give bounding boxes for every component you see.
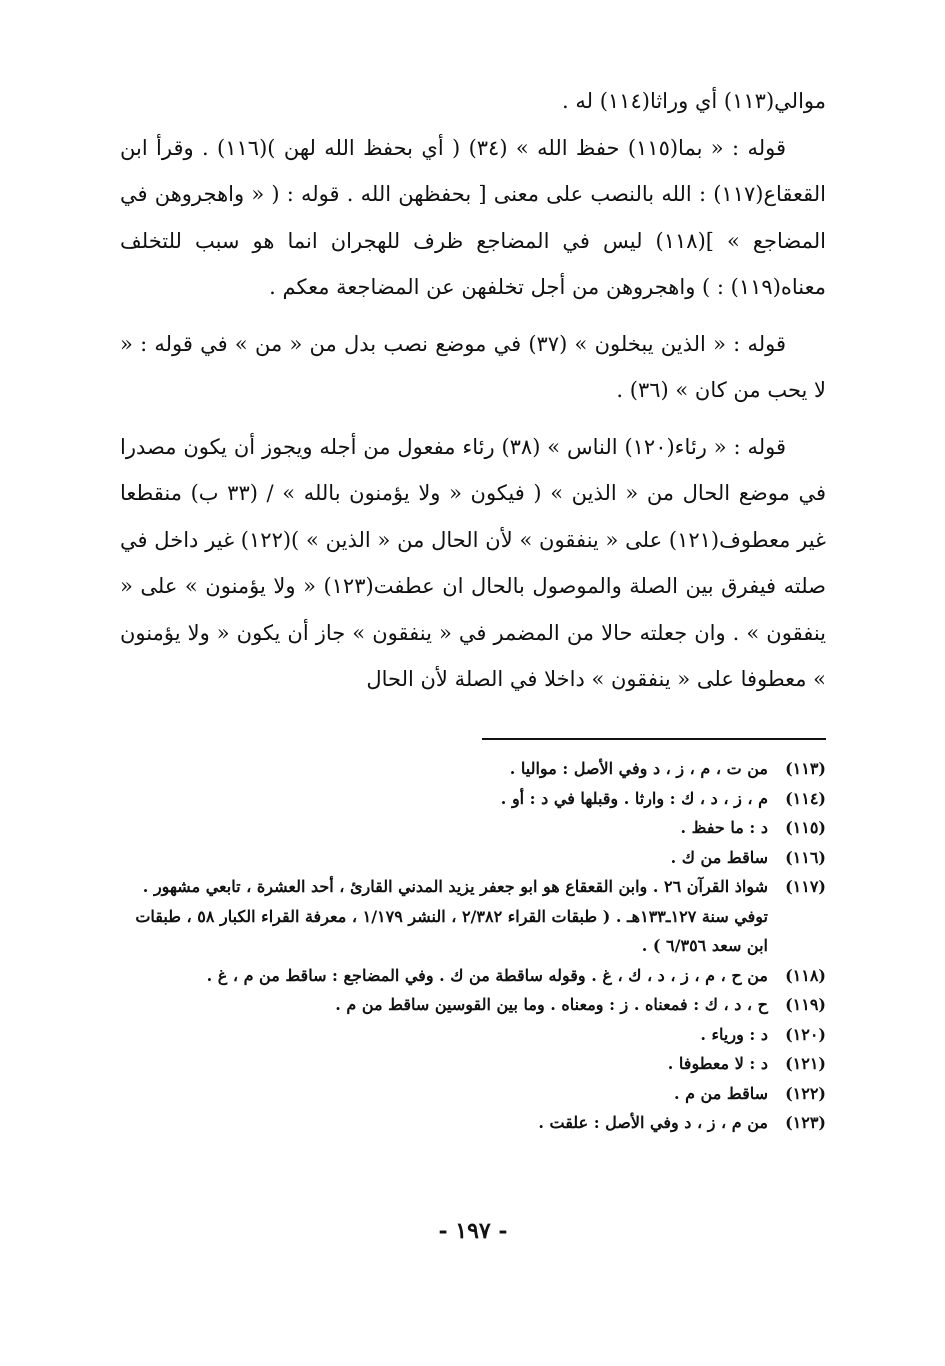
paragraph-3: قوله : « الذين يبخلون » (٣٧) في موضع نصب بدل من « من » في قوله : « لا يحب من كان » (٣٦) . (120, 331, 826, 402)
footnote-text: ساقط من م . (673, 1083, 768, 1103)
footnote-number: (١١٨) (785, 965, 826, 985)
footnote-number: (١١٧) (785, 877, 826, 896)
footnote-text: ساقط من ك . (670, 847, 768, 867)
footnote-text: د : ما حفظ . (680, 818, 768, 837)
page-number: - ١٩٧ - (438, 1218, 508, 1244)
footnote-divider (482, 738, 826, 740)
footnote-number: (١٢٠) (785, 1024, 826, 1044)
footnote (120, 961, 826, 991)
footnote (120, 784, 826, 814)
footnote-number: (١١٥) (785, 818, 826, 837)
footnote (120, 1020, 826, 1050)
footnote (120, 1049, 826, 1079)
footnote-text: من م ، ز ، د وفي الأصل : علقت . (538, 1113, 768, 1132)
footnote (120, 813, 826, 843)
footnote-text: من ح ، م ، ز ، د ، ك ، غ . وقوله ساقطة من ك . وفي المضاجع : ساقط من م ، غ . (206, 965, 768, 985)
paragraph-2: قوله : « بما(١١٥) حفظ الله » (٣٤) ( أي بحفظ الله لهن )(١١٦) . وقرأ ابن القعقاع(١١٧) : الله بالنصب على معنى [ بحفظهن الله . قوله : ( « واهجروهن في المضاجع » ](١١٨) ليس في المضاجع ظرف للهجران انما هو سبب للتخلف معناه(١١٩) : ) واهجروهن من أجل تخلفهن عن المضاجعة معكم . (120, 135, 826, 299)
footnote-number: (١١٤) (785, 788, 826, 808)
footnote-number: (١١٣) (785, 759, 826, 778)
footnote (120, 1108, 826, 1138)
footnote-text: ح ، د ، ك : فمعناه . ز : ومعناه . وما بين القوسين ساقط من م . (335, 995, 768, 1014)
paragraph-4: قوله : « رئاء(١٢٠) الناس » (٣٨) رئاء مفعول من أجله ويجوز أن يكون مصدرا في موضع الحال من « الذين » ( فيكون « ولا يؤمنون بالله » / (٣٣ ب) منقطعا غير معطوف(١٢١) على « ينفقون » لأن الحال من « الذين » )(١٢٢) غير داخل في صلته فيفرق بين الصلة والموصول بالحال ان عطفت(١٢٣) « ولا يؤمنون » على « ينفقون » . وان جعلته حالا من المضمر في « ينفقون » جاز أن يكون « ولا يؤمنون » معطوفا على « ينفقون » داخلا في الصلة لأن الحال (120, 434, 827, 691)
footnote-number: (١٢١) (785, 1054, 826, 1073)
footnote-text: من ت ، م ، ز ، د وفي الأصل : مواليا . (509, 759, 768, 778)
footnote (120, 843, 826, 873)
footnote (120, 990, 826, 1020)
footnote (120, 872, 826, 961)
footnote-text: د : لا معطوفا . (667, 1054, 768, 1073)
footnote-number: (١٢٢) (785, 1083, 826, 1103)
footnote (120, 754, 826, 784)
footnote (120, 1079, 826, 1109)
footnotes (120, 754, 826, 1138)
paragraph-1: موالي(١١٣) أي وراثا(١١٤) له . (562, 89, 826, 113)
footnote-number: (١١٩) (785, 995, 826, 1014)
main-text (120, 78, 826, 703)
footnote-text: شواذ القرآن ٢٦ . وابن القعقاع هو ابو جعفر يزيد المدني القارئ ، أحد العشرة ، تابعي مشهور . توفي سنة ١٢٧ـ١٣٣هـ . ( طبقات القراء ٢/٣٨٢ ، النشر ١/١٧٩ ، معرفة القراء الكبار ٥٨ ، طبقات ابن سعد ٦/٣٥٦ ) . (135, 877, 768, 955)
footnote-number: (١١٦) (785, 847, 826, 867)
footnote-text: م ، ز ، د ، ك : وارثا . وقبلها في د : أو . (500, 788, 768, 808)
footnote-text: د : ورياء . (700, 1024, 768, 1044)
page (120, 78, 826, 1328)
footnote-number: (١٢٣) (785, 1113, 826, 1132)
